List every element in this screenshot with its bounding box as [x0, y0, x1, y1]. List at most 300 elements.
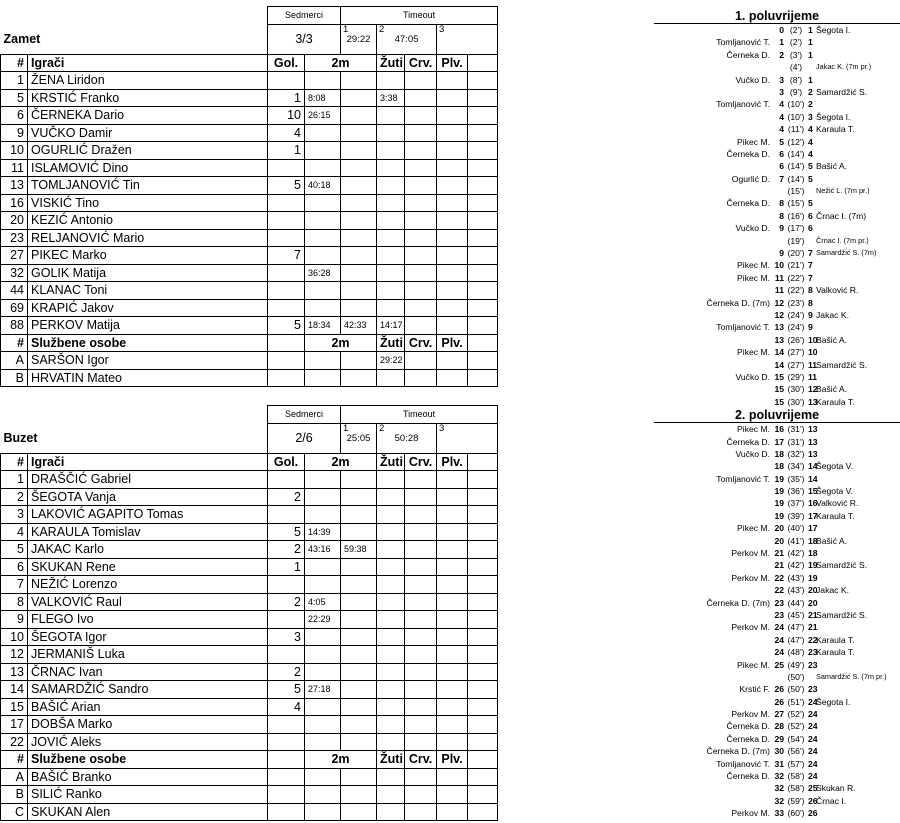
player-number: 44	[1, 282, 28, 300]
log-minute: (36')	[787, 486, 805, 497]
log-scorer-away: Bašić A.	[816, 334, 848, 345]
log-scorer-home: Černeka D.	[726, 436, 770, 447]
player-blue	[437, 317, 468, 335]
player-name: DRAŠČIĆ Gabriel	[28, 471, 268, 489]
log-score-home: 2	[779, 49, 784, 60]
log-score-away: 24	[808, 709, 818, 720]
log-score-away: 19	[808, 560, 818, 571]
player-2min-2	[341, 264, 377, 282]
log-row	[654, 535, 900, 547]
log-score-home: 15	[774, 384, 784, 395]
player-name: JERMANIŠ Luka	[28, 646, 268, 664]
official-yellow: 29:22	[377, 352, 405, 370]
player-extra	[468, 299, 498, 317]
official-row	[1, 803, 498, 821]
log-score-away: 17	[808, 510, 818, 521]
player-extra	[468, 247, 498, 265]
log-scorer-away: Karaula T.	[816, 647, 855, 658]
log-score-home: 24	[774, 634, 784, 645]
player-blue	[437, 576, 468, 594]
player-yellow	[377, 681, 405, 699]
zamet-table	[0, 6, 498, 387]
log-row	[654, 485, 900, 497]
player-blue	[437, 733, 468, 751]
official-extra	[468, 803, 498, 821]
log-score-away: 11	[808, 371, 818, 382]
official-2min-1	[305, 352, 341, 370]
log-score-home: 9	[779, 248, 784, 259]
log-row	[654, 24, 900, 36]
log-scorer-home: Vučko D.	[735, 371, 770, 382]
log-scorer-away: Samardžić S.	[816, 359, 868, 370]
log-score-away: 24	[808, 696, 818, 707]
player-row	[1, 611, 498, 629]
log-minute: (3')	[789, 49, 803, 60]
log-minute: (52')	[787, 709, 805, 720]
log-minute: (20')	[787, 248, 805, 259]
log-score-home: 12	[774, 297, 784, 308]
player-2min-1	[305, 212, 341, 230]
player-2min-1	[305, 506, 341, 524]
log-scorer-home: Tomljanović T.	[716, 322, 770, 333]
log-scorer-away: Karaula T.	[816, 510, 855, 521]
player-yellow	[377, 506, 405, 524]
log-score-away: 4	[808, 148, 813, 159]
timeout-3: 3	[437, 24, 498, 54]
log-scorer-away: Samardžić S.	[816, 609, 868, 620]
log-minute: (47')	[787, 634, 805, 645]
log-scorer-home: Tomljanović T.	[716, 758, 770, 769]
player-2min-2	[341, 646, 377, 664]
player-goals	[268, 212, 305, 230]
log-score-away: 17	[808, 523, 818, 534]
player-goals: 1	[268, 89, 305, 107]
player-blue	[437, 523, 468, 541]
log-scorer-home: Černeka D.	[726, 771, 770, 782]
timeout-header: Timeout	[341, 7, 498, 25]
log-minute: (19')	[787, 235, 805, 246]
log-minute: (47')	[787, 622, 805, 633]
log-score-away: 1	[808, 49, 813, 60]
log-score-away: 4	[808, 124, 813, 135]
player-2min-2	[341, 212, 377, 230]
player-red	[405, 212, 437, 230]
official-row	[1, 369, 498, 387]
player-goals: 2	[268, 488, 305, 506]
log-score-home: 21	[774, 560, 784, 571]
player-blue	[437, 159, 468, 177]
player-red	[405, 593, 437, 611]
player-red	[405, 698, 437, 716]
scoring-log	[654, 9, 900, 820]
player-row	[1, 628, 498, 646]
log-score-away: 23	[808, 647, 818, 658]
player-goals: 10	[268, 107, 305, 125]
log-row	[654, 782, 900, 794]
player-2min-2	[341, 194, 377, 212]
player-row	[1, 471, 498, 489]
log-score-home: 27	[774, 709, 784, 720]
player-goals	[268, 282, 305, 300]
timeout-2: 2 50:28	[377, 423, 437, 453]
player-extra	[468, 593, 498, 611]
log-score-home: 15	[774, 371, 784, 382]
player-blue	[437, 247, 468, 265]
player-goals: 4	[268, 698, 305, 716]
player-2min-1	[305, 733, 341, 751]
log-score-away: 13	[808, 436, 818, 447]
log-scorer-away: Valković R.	[816, 498, 859, 509]
player-row	[1, 506, 498, 524]
log-minute: (26')	[787, 334, 805, 345]
log-score-away: 6	[808, 223, 813, 234]
player-number: 4	[1, 523, 28, 541]
log-score-away: 16	[808, 498, 818, 509]
player-blue	[437, 264, 468, 282]
log-scorer-home: Vučko D.	[735, 223, 770, 234]
table-header-row: # Igrači Gol. 2m Žuti Crv. Plv.	[1, 453, 498, 471]
player-number: 27	[1, 247, 28, 265]
sedmerci-value: 2/6	[268, 423, 341, 453]
player-blue	[437, 716, 468, 734]
player-row	[1, 523, 498, 541]
player-2min-1	[305, 628, 341, 646]
player-blue	[437, 558, 468, 576]
player-red	[405, 107, 437, 125]
player-2min-1: 8:08	[305, 89, 341, 107]
player-2min-2	[341, 663, 377, 681]
timeout-1: 1 25:05	[341, 423, 377, 453]
log-score-home: 10	[774, 260, 784, 271]
player-2min-2	[341, 159, 377, 177]
log-row	[654, 807, 900, 819]
player-blue	[437, 698, 468, 716]
player-2min-2	[341, 576, 377, 594]
log-row	[654, 423, 900, 435]
log-row	[654, 359, 900, 371]
log-score-away: 8	[808, 285, 813, 296]
log-minute: (59')	[787, 795, 805, 806]
log-row	[654, 745, 900, 757]
log-score-away: 7	[808, 260, 813, 271]
log-minute: (50')	[787, 684, 805, 695]
player-number: 23	[1, 229, 28, 247]
log-row	[654, 197, 900, 209]
log-row	[654, 597, 900, 609]
player-number: 9	[1, 124, 28, 142]
player-extra	[468, 558, 498, 576]
player-extra	[468, 663, 498, 681]
player-row	[1, 194, 498, 212]
player-2min-2	[341, 124, 377, 142]
zamet-players	[1, 72, 498, 335]
player-2min-1	[305, 663, 341, 681]
player-2min-1: 27:18	[305, 681, 341, 699]
log-scorer-home: Perkov M.	[731, 622, 770, 633]
log-row	[654, 235, 900, 247]
log-row	[654, 210, 900, 222]
log-score-away: 24	[808, 721, 818, 732]
player-blue	[437, 229, 468, 247]
player-yellow	[377, 247, 405, 265]
log-scorer-home: Černeka D.	[726, 733, 770, 744]
log-scorer-home: Pikec M.	[737, 424, 770, 435]
log-minute: (35')	[787, 473, 805, 484]
player-2min-1	[305, 282, 341, 300]
log-minute: (29')	[787, 371, 805, 382]
official-extra	[468, 786, 498, 804]
player-row	[1, 576, 498, 594]
player-number: 22	[1, 733, 28, 751]
log-minute: (31')	[787, 436, 805, 447]
log-scorer-away: Samardžić S.	[816, 86, 868, 97]
player-2min-2	[341, 89, 377, 107]
official-red	[405, 786, 437, 804]
player-yellow	[377, 282, 405, 300]
log-score-home: 15	[774, 396, 784, 407]
log-score-away: 20	[808, 585, 818, 596]
log-score-home: 3	[779, 74, 784, 85]
log-score-home: 32	[774, 771, 784, 782]
player-row	[1, 124, 498, 142]
official-letter: A	[1, 352, 28, 370]
player-row	[1, 107, 498, 125]
log-scorer-away: Črnac I. (7m pr.)	[816, 235, 869, 245]
player-row	[1, 593, 498, 611]
player-name: DOBŠA Marko	[28, 716, 268, 734]
log-score-away: 14	[808, 461, 818, 472]
log-minute: (15')	[787, 186, 805, 197]
player-number: 69	[1, 299, 28, 317]
official-name: SILIĆ Ranko	[28, 786, 268, 804]
player-number: 12	[1, 646, 28, 664]
player-red	[405, 247, 437, 265]
player-name: NEŽIĆ Lorenzo	[28, 576, 268, 594]
log-row	[654, 346, 900, 358]
player-goals: 5	[268, 177, 305, 195]
log-row	[654, 371, 900, 383]
player-extra	[468, 107, 498, 125]
log-row	[654, 646, 900, 658]
log-minute: (17')	[787, 223, 805, 234]
zamet-team-section	[0, 6, 497, 387]
player-extra	[468, 212, 498, 230]
player-name: KLANAC Toni	[28, 282, 268, 300]
log-scorer-home: Ogurlić D.	[731, 173, 770, 184]
player-extra	[468, 89, 498, 107]
player-goals: 3	[268, 628, 305, 646]
half-2-header: 2. poluvrijeme	[654, 408, 900, 423]
log-score-away: 10	[808, 334, 818, 345]
log-row	[654, 708, 900, 720]
log-scorer-away: Nežić L. (7m pr.)	[816, 186, 870, 196]
log-score-home: 13	[774, 334, 784, 345]
log-minute: (10')	[787, 111, 805, 122]
player-goals: 5	[268, 317, 305, 335]
player-extra	[468, 488, 498, 506]
player-yellow	[377, 212, 405, 230]
log-row	[654, 136, 900, 148]
timeout-1: 1 29:22	[341, 24, 377, 54]
player-goals: 7	[268, 247, 305, 265]
official-blue	[437, 768, 468, 786]
player-goals	[268, 716, 305, 734]
player-blue	[437, 142, 468, 160]
player-2min-1	[305, 247, 341, 265]
player-2min-2	[341, 177, 377, 195]
log-row	[654, 547, 900, 559]
player-row	[1, 159, 498, 177]
log-minute: (2')	[789, 25, 803, 35]
player-red	[405, 488, 437, 506]
log-score-home: 6	[779, 148, 784, 159]
player-row	[1, 282, 498, 300]
player-red	[405, 541, 437, 559]
player-red	[405, 177, 437, 195]
player-name: VALKOVIĆ Raul	[28, 593, 268, 611]
player-2min-2	[341, 628, 377, 646]
log-score-away: 25	[808, 783, 818, 794]
log-minute: (34')	[787, 461, 805, 472]
player-yellow	[377, 716, 405, 734]
log-scorer-away: Šegota V.	[816, 461, 853, 472]
log-row	[654, 720, 900, 732]
half-1-header: 1. poluvrijeme	[654, 9, 900, 24]
player-2min-2	[341, 282, 377, 300]
log-score-away: 1	[808, 74, 813, 85]
log-minute: (54')	[787, 733, 805, 744]
log-row	[654, 247, 900, 259]
log-scorer-home: Černeka D.	[726, 148, 770, 159]
player-2min-1	[305, 471, 341, 489]
player-extra	[468, 229, 498, 247]
player-yellow	[377, 72, 405, 90]
player-number: 13	[1, 177, 28, 195]
log-minute: (2')	[789, 37, 803, 48]
player-name: BAŠIĆ Arian	[28, 698, 268, 716]
log-score-away: 18	[808, 548, 818, 559]
official-extra	[468, 352, 498, 370]
log-row	[654, 383, 900, 395]
log-minute: (9')	[789, 86, 803, 97]
log-row	[654, 185, 900, 197]
player-2min-2	[341, 506, 377, 524]
log-minute: (58')	[787, 771, 805, 782]
player-row	[1, 663, 498, 681]
player-red	[405, 576, 437, 594]
log-row	[654, 522, 900, 534]
player-red	[405, 733, 437, 751]
player-row	[1, 229, 498, 247]
log-minute: (14')	[787, 161, 805, 172]
player-blue	[437, 299, 468, 317]
log-score-away: 5	[808, 173, 813, 184]
log-scorer-away: Karaula T.	[816, 634, 855, 645]
log-scorer-home: Pikec M.	[737, 136, 770, 147]
log-score-home: 4	[779, 124, 784, 135]
log-score-home: 19	[774, 486, 784, 497]
player-number: 3	[1, 506, 28, 524]
log-scorer-home: Černeka D.	[726, 49, 770, 60]
log-score-home: 23	[774, 609, 784, 620]
player-extra	[468, 523, 498, 541]
log-row	[654, 272, 900, 284]
table-header-row: # Igrači Gol. 2m Žuti Crv. Plv.	[1, 54, 498, 72]
player-2min-1: 43:16	[305, 541, 341, 559]
player-blue	[437, 663, 468, 681]
player-2min-1	[305, 576, 341, 594]
log-minute: (14')	[787, 148, 805, 159]
player-2min-2	[341, 229, 377, 247]
log-scorer-home: Perkov M.	[731, 572, 770, 583]
player-row	[1, 716, 498, 734]
log-minute: (41')	[787, 535, 805, 546]
official-letter: A	[1, 768, 28, 786]
player-row	[1, 72, 498, 90]
log-score-away: 14	[808, 473, 818, 484]
player-blue	[437, 212, 468, 230]
log-score-home: 20	[774, 535, 784, 546]
log-scorer-away: Jakac K. (7m pr.)	[816, 62, 872, 72]
log-minute: (14')	[787, 173, 805, 184]
player-blue	[437, 107, 468, 125]
player-row	[1, 317, 498, 335]
player-red	[405, 523, 437, 541]
player-row	[1, 558, 498, 576]
player-name: KARAULA Tomislav	[28, 523, 268, 541]
player-number: 10	[1, 628, 28, 646]
log-score-away: 10	[808, 347, 818, 358]
player-goals: 2	[268, 541, 305, 559]
log-score-home: 14	[774, 347, 784, 358]
player-extra	[468, 611, 498, 629]
player-name: FLEGO Ivo	[28, 611, 268, 629]
log-row	[654, 448, 900, 460]
log-minute: (45')	[787, 609, 805, 620]
half-1-rows	[654, 24, 900, 408]
log-score-away: 13	[808, 448, 818, 459]
log-score-away: 13	[808, 396, 818, 407]
zamet-officials	[1, 352, 498, 387]
player-red	[405, 142, 437, 160]
official-2min-1	[305, 768, 341, 786]
official-blue	[437, 352, 468, 370]
player-row	[1, 698, 498, 716]
official-red	[405, 352, 437, 370]
player-blue	[437, 646, 468, 664]
player-2min-2	[341, 681, 377, 699]
log-scorer-home: Pikec M.	[737, 272, 770, 283]
player-red	[405, 124, 437, 142]
log-row	[654, 160, 900, 172]
log-score-home: 31	[774, 758, 784, 769]
log-row	[654, 222, 900, 234]
log-score-away: 8	[808, 297, 813, 308]
log-score-home: 20	[774, 523, 784, 534]
log-score-home: 28	[774, 721, 784, 732]
official-2min-1	[305, 369, 341, 387]
log-minute: (31')	[787, 424, 805, 435]
log-minute: (50')	[787, 671, 805, 682]
log-minute: (16')	[787, 210, 805, 221]
log-score-home: 7	[779, 173, 784, 184]
log-minute: (60')	[787, 808, 805, 819]
player-row	[1, 212, 498, 230]
player-number: 88	[1, 317, 28, 335]
player-red	[405, 72, 437, 90]
log-minute: (58')	[787, 783, 805, 794]
log-minute: (4')	[789, 62, 803, 73]
